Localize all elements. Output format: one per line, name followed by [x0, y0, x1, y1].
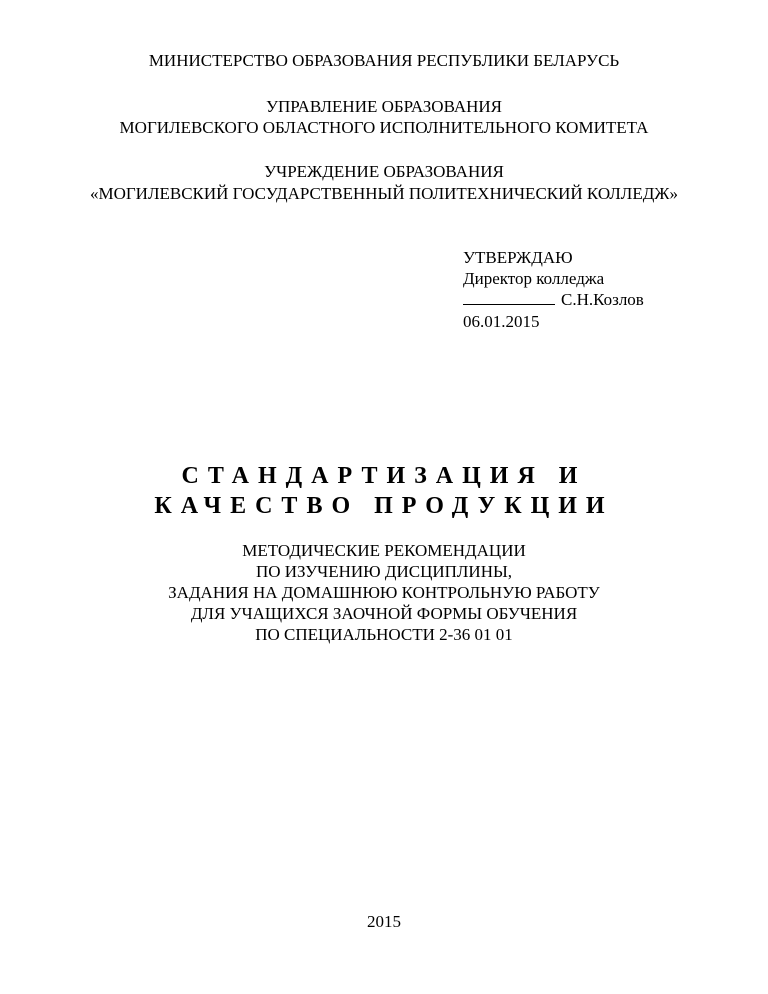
subtitle-line-5: ПО СПЕЦИАЛЬНОСТИ 2-36 01 01: [255, 625, 513, 644]
ministry-header: МИНИСТЕРСТВО ОБРАЗОВАНИЯ РЕСПУБЛИКИ БЕЛАРУСЬ: [148, 51, 620, 70]
approval-signature: [463, 290, 644, 310]
department-line-1: УПРАВЛЕНИЕ ОБРАЗОВАНИЯ: [265, 97, 503, 116]
subtitle-line-1: МЕТОДИЧЕСКИЕ РЕКОМЕНДАЦИИ: [242, 541, 526, 560]
subtitle-line-3: ЗАДАНИЯ НА ДОМАШНЮЮ КОНТРОЛЬНУЮ РАБОТУ: [168, 583, 600, 602]
footer-year: 2015: [367, 912, 401, 931]
department-line-2: МОГИЛЕВСКОГО ОБЛАСТНОГО ИСПОЛНИТЕЛЬНОГО КОМИТЕТА: [119, 118, 649, 137]
subtitle-line-4: ДЛЯ УЧАЩИХСЯ ЗАОЧНОЙ ФОРМЫ ОБУЧЕНИЯ: [190, 604, 578, 623]
approval-position: Директор колледжа: [463, 269, 605, 288]
document-title-line-2: КАЧЕСТВО ПРОДУКЦИИ: [154, 493, 614, 519]
subtitle-line-2: ПО ИЗУЧЕНИЮ ДИСЦИПЛИНЫ,: [255, 562, 513, 581]
approval-date: 06.01.2015: [463, 312, 540, 331]
signature-line: [463, 290, 555, 305]
approval-name: С.Н.Козлов: [561, 290, 644, 309]
document-title-line-1: СТАНДАРТИЗАЦИЯ И: [181, 463, 587, 489]
approval-heading: УТВЕРЖДАЮ: [463, 248, 573, 267]
institution-line-2: «МОГИЛЕВСКИЙ ГОСУДАРСТВЕННЫЙ ПОЛИТЕХНИЧЕСКИЙ КОЛЛЕДЖ»: [89, 184, 679, 203]
institution-line-1: УЧРЕЖДЕНИЕ ОБРАЗОВАНИЯ: [264, 162, 504, 181]
